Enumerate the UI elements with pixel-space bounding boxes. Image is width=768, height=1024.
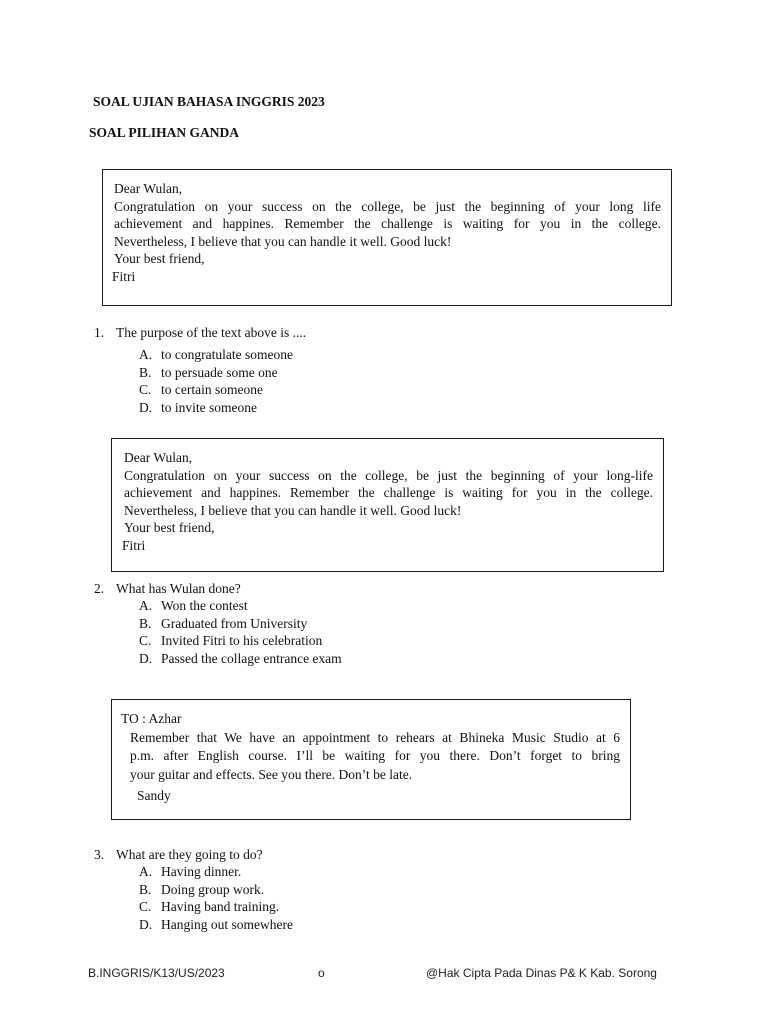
option-text: Won the contest [161, 598, 248, 613]
memo-body-line: your guitar and effects. See you there. Don’t be late. [130, 766, 413, 782]
letter-signature: Fitri [112, 268, 136, 284]
option-text: to certain someone [161, 382, 263, 397]
option-letter: C. [139, 382, 152, 397]
letter-closing: Your best friend, [124, 520, 215, 535]
option-c[interactable] [139, 632, 342, 650]
question-2 [94, 580, 241, 598]
option-c[interactable] [139, 381, 293, 399]
letter-closing: Your best friend, [114, 251, 205, 266]
option-letter: C. [139, 633, 152, 648]
letter-body-line: Nevertheless, I believe that you can handle it well. Good luck! [124, 502, 462, 518]
option-text: Doing group work. [161, 881, 265, 897]
footer-page-number: o [318, 966, 325, 980]
question-text: What are they going to do? [116, 847, 263, 862]
option-d[interactable] [139, 399, 293, 417]
option-text: Invited Fitri to his celebration [161, 633, 323, 648]
page-title: SOAL UJIAN BAHASA INGGRIS 2023 [93, 94, 325, 109]
option-letter: D. [139, 399, 153, 415]
option-c[interactable] [139, 898, 293, 916]
memo-recipient: TO : Azhar [121, 711, 182, 726]
footer-code: B.INGGRIS/K13/US/2023 [88, 966, 225, 980]
option-d[interactable] [139, 916, 293, 934]
option-b[interactable] [139, 615, 342, 633]
option-letter: A. [139, 347, 153, 362]
option-text: to invite someone [161, 399, 257, 415]
question-1 [94, 324, 306, 342]
question-3-options [139, 863, 293, 933]
option-text: Graduated from University [161, 615, 308, 631]
option-a[interactable] [139, 346, 293, 364]
option-text: Hanging out somewhere [161, 916, 293, 932]
question-number: 3. [94, 847, 105, 862]
question-2-options [139, 597, 342, 667]
question-1-options [139, 346, 293, 416]
question-number: 2. [94, 581, 105, 596]
option-letter: D. [139, 916, 153, 932]
section-title: SOAL PILIHAN GANDA [89, 125, 240, 140]
option-b[interactable] [139, 364, 293, 382]
option-text: Having dinner. [161, 864, 242, 879]
letter-greeting: Dear Wulan, [114, 181, 183, 196]
option-text: to persuade some one [161, 364, 278, 380]
memo-body-line: p.m. after English course. I’ll be waiting for you there. Don’t forget to bring [130, 748, 620, 763]
option-d[interactable] [139, 650, 342, 668]
memo-body-line: Remember that We have an appointment to rehears at Bhineka Music Studio at 6 [130, 729, 620, 745]
letter-greeting: Dear Wulan, [124, 450, 193, 465]
text-box-1 [102, 169, 672, 306]
letter-body-line: Nevertheless, I believe that you can handle it well. Good luck! [114, 233, 452, 249]
letter-body-line: Congratulation on your success on the college, be just the beginning of your long life [114, 198, 661, 214]
option-a[interactable] [139, 863, 293, 881]
letter-signature: Fitri [122, 537, 146, 553]
option-text: Passed the collage entrance exam [161, 650, 342, 666]
footer-copyright: @Hak Cipta Pada Dinas P& K Kab. Sorong [426, 966, 657, 980]
question-3 [94, 846, 263, 864]
option-b[interactable] [139, 881, 293, 899]
option-letter: B. [139, 881, 152, 897]
option-text: to congratulate someone [161, 347, 293, 362]
option-text: Having band training. [161, 899, 280, 914]
letter-body-line: Congratulation on your success on the college, be just the beginning of your long-life [124, 467, 653, 483]
letter-body-line: achievement and happines. Remember the challenge is waiting for you in the college. [124, 485, 653, 500]
option-letter: B. [139, 615, 152, 631]
option-letter: B. [139, 364, 152, 380]
option-letter: D. [139, 650, 153, 666]
memo-signature: Sandy [137, 788, 171, 803]
option-letter: A. [139, 598, 153, 613]
question-text: The purpose of the text above is .... [116, 325, 307, 340]
text-box-3 [111, 699, 631, 820]
text-box-2 [111, 438, 664, 572]
question-text: What has Wulan done? [116, 581, 241, 596]
option-letter: C. [139, 899, 152, 914]
option-letter: A. [139, 864, 153, 879]
option-a[interactable] [139, 597, 342, 615]
question-number: 1. [94, 325, 105, 340]
letter-body-line: achievement and happines. Remember the challenge is waiting for you in the college. [114, 216, 661, 231]
